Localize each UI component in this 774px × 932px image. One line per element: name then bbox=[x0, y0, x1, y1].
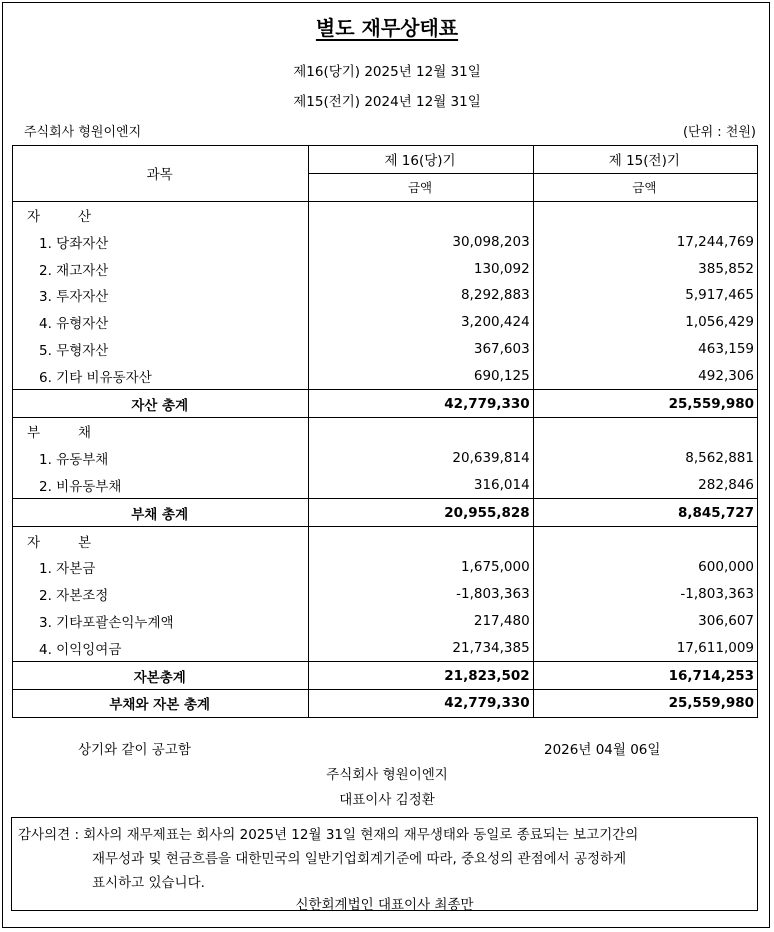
unit-label: (단위 : 천원) bbox=[682, 125, 756, 140]
account-label: 6. 기타 비유동자산 bbox=[13, 362, 309, 389]
account-label: 1. 유동부채 bbox=[13, 445, 309, 472]
prior-value: -1,803,363 bbox=[533, 581, 757, 608]
total-prior: 16,714,253 bbox=[533, 662, 757, 690]
account-label: 3. 기타포괄손익누계액 bbox=[13, 608, 309, 635]
total-current: 42,779,330 bbox=[309, 390, 533, 418]
heading-char: 산 bbox=[78, 208, 92, 225]
audit-signer: 신한회계법인 대표이사 최종만 bbox=[295, 897, 474, 913]
current-value: 1,675,000 bbox=[309, 554, 533, 581]
table-row bbox=[13, 634, 758, 661]
total-current: 20,955,828 bbox=[309, 499, 533, 527]
prior-value: 5,917,465 bbox=[533, 282, 757, 309]
total-row-assets bbox=[13, 390, 758, 418]
footer-company: 주식회사 형원이엔지 bbox=[326, 767, 448, 783]
table-row bbox=[13, 445, 758, 472]
account-label: 2. 자본조정 bbox=[13, 581, 309, 608]
table-row bbox=[13, 336, 758, 363]
total-current: 21,823,502 bbox=[309, 662, 533, 690]
table-row bbox=[13, 228, 758, 255]
account-label: 1. 자본금 bbox=[13, 554, 309, 581]
current-value: 130,092 bbox=[309, 255, 533, 282]
notice-date: 2026년 04월 06일 bbox=[544, 742, 661, 758]
current-value: 217,480 bbox=[309, 608, 533, 635]
table-row bbox=[13, 255, 758, 282]
section-heading-equity bbox=[13, 527, 758, 554]
statement-title: 별도 재무상태표 bbox=[315, 16, 459, 40]
balance-sheet-table bbox=[12, 145, 758, 718]
account-label: 2. 재고자산 bbox=[13, 255, 309, 282]
prior-value: 463,159 bbox=[533, 336, 757, 363]
heading-char: 부 bbox=[27, 425, 41, 442]
prior-value: 1,056,429 bbox=[533, 309, 757, 336]
table-row bbox=[13, 608, 758, 635]
current-value: 20,639,814 bbox=[309, 445, 533, 472]
account-header: 과목 bbox=[13, 146, 309, 202]
section-heading-liabilities bbox=[13, 417, 758, 444]
heading-char: 자 bbox=[27, 534, 41, 551]
total-label: 자산 총계 bbox=[13, 390, 309, 418]
grand-total-row bbox=[13, 689, 758, 717]
account-label: 4. 유형자산 bbox=[13, 309, 309, 336]
audit-opinion-line1: 감사의견 : 회사의 재무제표는 회사의 2025년 12월 31일 현재의 재무생태와 동일로 종료되는 보고기간의 bbox=[18, 827, 639, 843]
period-prior: 제15(전기) 2024년 12월 31일 bbox=[293, 94, 481, 110]
table-row bbox=[13, 472, 758, 499]
current-value: 690,125 bbox=[309, 362, 533, 389]
current-value: 3,200,424 bbox=[309, 309, 533, 336]
total-label: 자본총계 bbox=[13, 662, 309, 690]
grand-total-current: 42,779,330 bbox=[309, 689, 533, 717]
total-label: 부채 총계 bbox=[13, 499, 309, 527]
prior-value: 17,244,769 bbox=[533, 228, 757, 255]
prior-period-header: 제 15(전)기 bbox=[533, 146, 757, 174]
prior-value: 282,846 bbox=[533, 472, 757, 499]
current-value: 21,734,385 bbox=[309, 634, 533, 661]
prior-value: 385,852 bbox=[533, 255, 757, 282]
current-value: 30,098,203 bbox=[309, 228, 533, 255]
prior-value: 492,306 bbox=[533, 362, 757, 389]
prior-amount-header: 금액 bbox=[533, 173, 757, 201]
prior-value: 600,000 bbox=[533, 554, 757, 581]
account-label: 5. 무형자산 bbox=[13, 336, 309, 363]
heading-char: 본 bbox=[78, 534, 92, 551]
heading-char: 자 bbox=[27, 208, 41, 225]
current-value: 8,292,883 bbox=[309, 282, 533, 309]
account-label: 1. 당좌자산 bbox=[13, 228, 309, 255]
company-name: 주식회사 형원이엔지 bbox=[24, 125, 142, 140]
current-value: -1,803,363 bbox=[309, 581, 533, 608]
current-value: 367,603 bbox=[309, 336, 533, 363]
table-row bbox=[13, 309, 758, 336]
audit-opinion-line2: 재무성과 및 현금흐름을 대한민국의 일반기업회계기준에 따라, 중요성의 관점에서 공정하게 bbox=[92, 851, 627, 867]
table-row bbox=[13, 282, 758, 309]
notice-text: 상기와 같이 공고함 bbox=[78, 742, 191, 758]
account-label: 3. 투자자산 bbox=[13, 282, 309, 309]
grand-total-label: 부채와 자본 총계 bbox=[13, 689, 309, 717]
total-row-equity bbox=[13, 662, 758, 690]
heading-char: 채 bbox=[78, 425, 92, 442]
audit-opinion-line3: 표시하고 있습니다. bbox=[92, 875, 205, 891]
table-row bbox=[13, 362, 758, 389]
footer-ceo: 대표이사 김정환 bbox=[339, 792, 435, 808]
section-heading-assets bbox=[13, 201, 758, 228]
current-amount-header: 금액 bbox=[309, 173, 533, 201]
prior-value: 17,611,009 bbox=[533, 634, 757, 661]
table-row bbox=[13, 581, 758, 608]
audit-opinion-box bbox=[11, 817, 758, 911]
table-row bbox=[13, 554, 758, 581]
total-prior: 25,559,980 bbox=[533, 390, 757, 418]
account-label: 2. 비유동부채 bbox=[13, 472, 309, 499]
prior-value: 8,562,881 bbox=[533, 445, 757, 472]
period-current: 제16(당기) 2025년 12월 31일 bbox=[293, 64, 481, 80]
grand-total-prior: 25,559,980 bbox=[533, 689, 757, 717]
current-value: 316,014 bbox=[309, 472, 533, 499]
total-row-liabilities bbox=[13, 499, 758, 527]
current-period-header: 제 16(당)기 bbox=[309, 146, 533, 174]
account-label: 4. 이익잉여금 bbox=[13, 634, 309, 661]
total-prior: 8,845,727 bbox=[533, 499, 757, 527]
prior-value: 306,607 bbox=[533, 608, 757, 635]
